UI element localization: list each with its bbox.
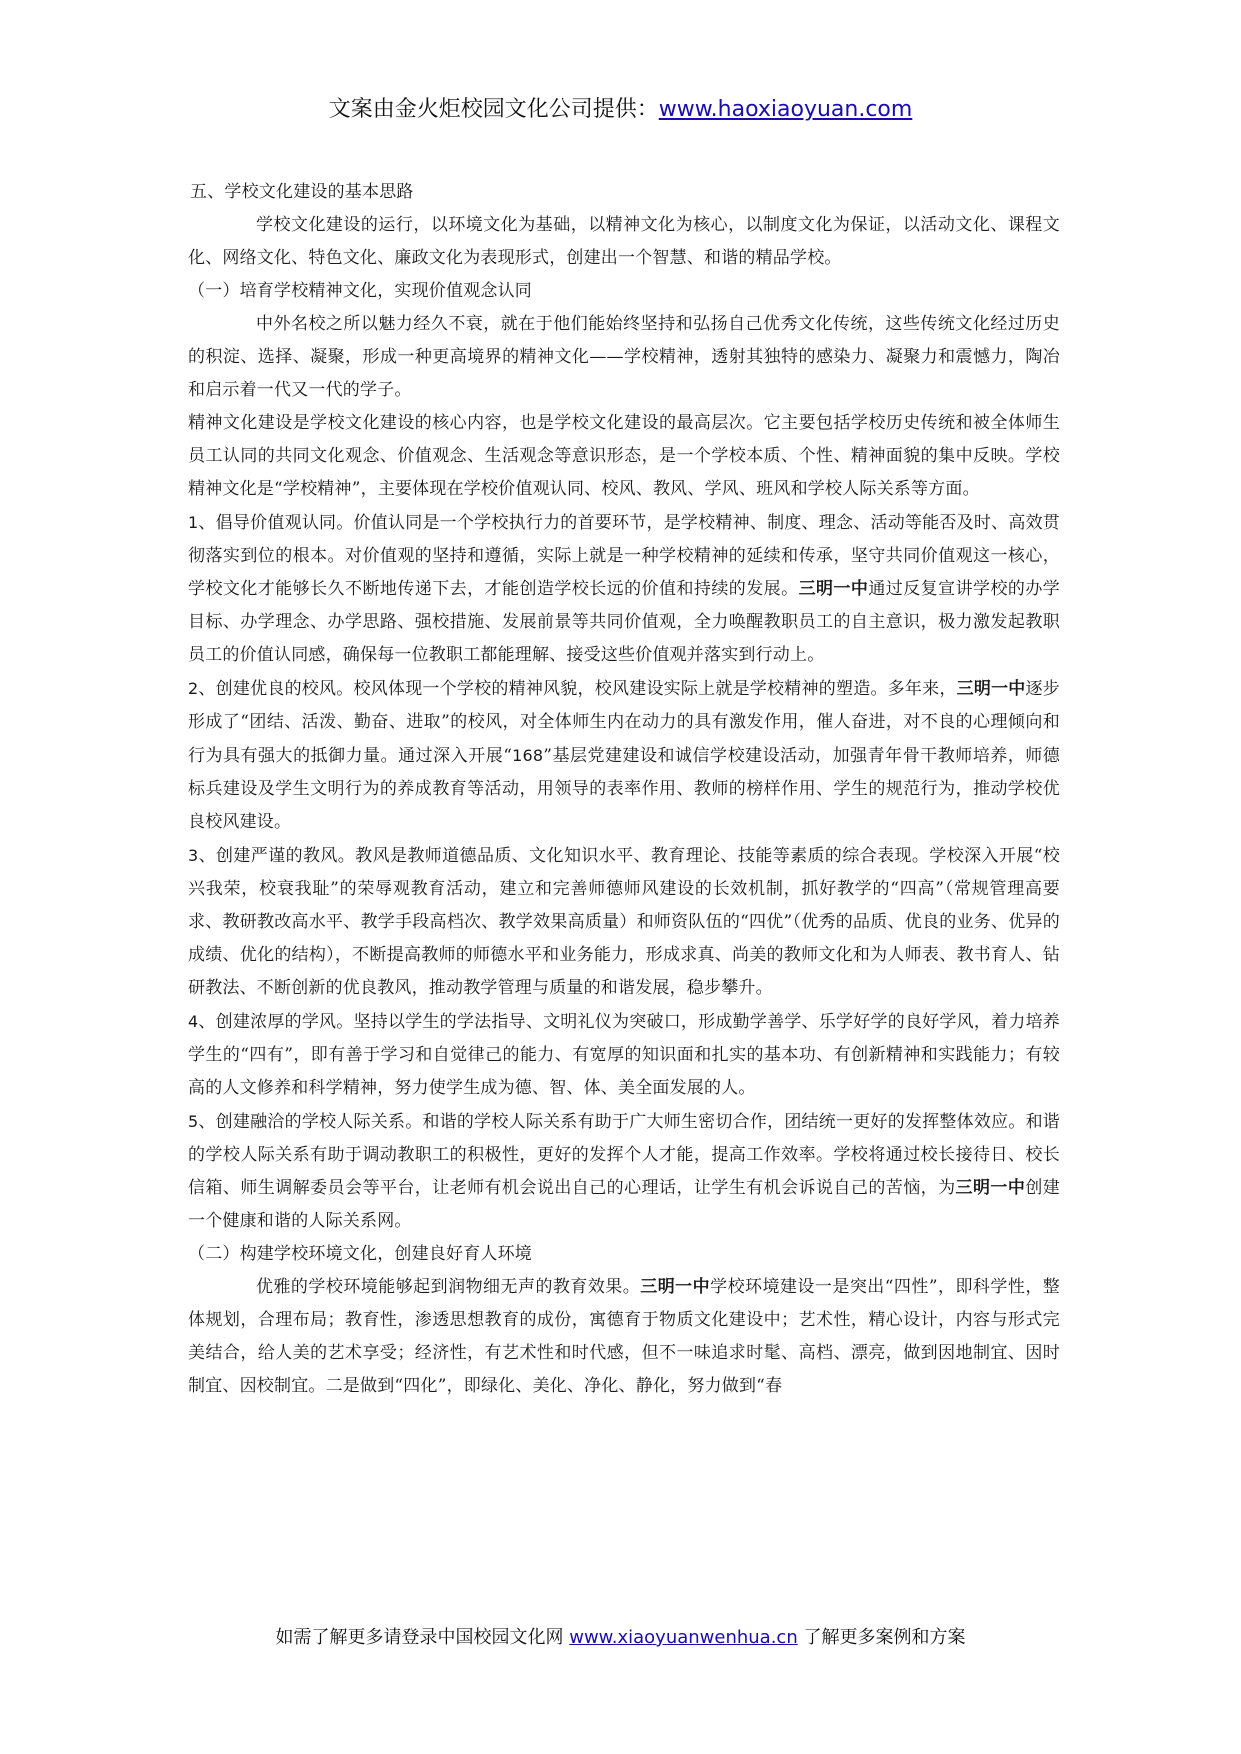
footer-prefix-text: 如需了解更多请登录中国校园文化网	[275, 1627, 564, 1648]
paragraph-1: 中外名校之所以魅力经久不衰，就在于他们能始终坚持和弘扬自己优秀文化传统，这些传统文化经过历史的积淀、选择、凝聚，形成一种更高境界的精神文化——学校精神，透射其独特的感染力、凝聚力和震憾力，陶冶和启示着一代又一代的学子。	[188, 314, 1060, 400]
subsection-title-1: （一）培育学校精神文化，实现价值观念认同	[188, 281, 532, 301]
page-header	[0, 92, 1241, 123]
item-text: 创建一个健康和谐的人际关系网。	[188, 1178, 1060, 1231]
list-item-4	[188, 1005, 1060, 1105]
header-website-link[interactable]: www.haoxiaoyuan.com	[658, 97, 913, 122]
header-provider-text: 文案由金火炬校园文化公司提供：	[328, 97, 659, 122]
item-number: 2	[188, 679, 199, 698]
paragraph-2: 精神文化建设是学校文化建设的核心内容，也是学校文化建设的最高层次。它主要包括学校历史传统和被全体师生员工认同的共同文化观念、价值观念、生活观念等意识形态，是一个学校本质、个性、精神面貌的集中反映。学校精神文化是“学校精神”，主要体现在学校价值观认同、校风、教风、学风、班风和学校人际关系等方面。	[188, 413, 1060, 499]
item-number: 1	[188, 513, 199, 532]
list-item-2	[188, 672, 1060, 839]
page-footer	[0, 1623, 1241, 1649]
school-name: 三明一中	[956, 679, 1026, 699]
item-number: 4	[188, 1012, 199, 1031]
item-inline-number: 168	[512, 746, 544, 765]
list-item-3	[188, 839, 1060, 1005]
item-number: 3	[188, 846, 199, 865]
intro-paragraph: 学校文化建设的运行，以环境文化为基础，以精神文化为核心，以制度文化为保证，以活动文化、课程文化、网络文化、特色文化、廉政文化为表现形式，创建出一个智慧、和谐的精品学校。	[188, 215, 1060, 268]
school-name: 三明一中	[640, 1277, 711, 1297]
item-text: 、倡导价值观认同。价值认同是一个学校执行力的首要环节，是学校精神、制度、理念、活动等能否及时、高效贯彻落实到位的根本。对价值观的坚持和遵循，实际上就是一种学校精神的延续和传承，坚守共同价值观这一核心，学校文化才能够长久不断地传递下去，才能创造学校长远的价值和持续的发展。	[188, 513, 1060, 599]
document-body	[188, 176, 1060, 1403]
item-text: 逐步形成了“团结、活泼、勤奋、进取”的校风，对全体师生内在动力的具有激发作用，催人奋进，对不良的心理倾向和行为具有强大的抵御力量。通过深入开展“	[188, 679, 1060, 766]
school-name: 三明一中	[798, 579, 869, 599]
paragraph-3	[188, 1271, 1060, 1403]
item-text: ”基层党建建设和诚信学校建设活动，加强青年骨干教师培养，师德标兵建设及学生文明行为的养成教育等活动，用领导的表率作用、教师的榜样作用、学生的规范行为，推动学校优良校风建设。	[188, 746, 1060, 832]
footer-suffix-text: 了解更多案例和方案	[803, 1627, 966, 1648]
item-text: 通过反复宣讲学校的办学目标、办学理念、办学思路、强校措施、发展前景等共同价值观，全力唤醒教职员工的自主意识，极力激发起教职员工的价值认同感，确保每一位教职工都能理解、接受这些价值观并落实到行动上。	[188, 579, 1060, 665]
paragraph-text: 优雅的学校环境能够起到润物细无声的教育效果。	[256, 1277, 641, 1297]
item-text: 、创建浓厚的学风。坚持以学生的学法指导、文明礼仪为突破口，形成勤学善学、乐学好学的良好学风，着力培养学生的“四有”，即有善于学习和自觉律己的能力、有宽厚的知识面和扎实的基本功、有创新精神和实践能力；有较高的人文修养和科学精神，努力使学生成为德、智、体、美全面发展的人。	[188, 1012, 1060, 1098]
list-item-5	[188, 1105, 1060, 1238]
item-text: 、创建融洽的学校人际关系。和谐的学校人际关系有助于广大师生密切合作，团结统一更好的发挥整体效应。和谐的学校人际关系有助于调动教职工的积极性，更好的发挥个人才能，提高工作效率。学校将通过校长接待日、校长信箱、师生调解委员会等平台，让老师有机会说出自己的心理话，让学生有机会诉说自己的苦恼，为	[188, 1112, 1060, 1198]
item-text: 、创建严谨的教风。教风是教师道德品质、文化知识水平、教育理论、技能等素质的综合表现。学校深入开展“校兴我荣，校衰我耻”的荣辱观教育活动，建立和完善师德师风建设的长效机制，抓好教学的“四高”（常规管理高要求、教研教改高水平、教学手段高档次、教学效果高质量）和师资队伍的“四优”（优秀的品质、优良的业务、优异的成绩、优化的结构），不断提高教师的师德水平和业务能力，形成求真、尚美的教师文化和为人师表、教书育人、钻研教法、不断创新的优良教风，推动教学管理与质量的和谐发展，稳步攀升。	[188, 846, 1060, 998]
school-name: 三明一中	[955, 1178, 1026, 1198]
footer-website-link[interactable]: www.xiaoyuanwenhua.cn	[569, 1627, 798, 1648]
section-title: 五、学校文化建设的基本思路	[190, 182, 414, 202]
item-text: 、创建优良的校风。校风体现一个学校的精神风貌，校风建设实际上就是学校精神的塑造。多年来，	[198, 679, 957, 699]
list-item-1	[188, 506, 1060, 672]
item-number: 5	[188, 1112, 199, 1131]
subsection-title-2: （二）构建学校环境文化，创建良好育人环境	[188, 1244, 532, 1264]
paragraph-text: 学校环境建设一是突出“四性”，即科学性，整体规划，合理布局；教育性，渗透思想教育的成份，寓德育于物质文化建设中；艺术性，精心设计，内容与形式完美结合，给人美的艺术享受；经济性，有艺术性和时代感，但不一味追求时髦、高档、漂亮，做到因地制宜、因时制宜、因校制宜。二是做到“四化”，即绿化、美化、净化、静化，努力做到“春	[188, 1277, 1060, 1396]
